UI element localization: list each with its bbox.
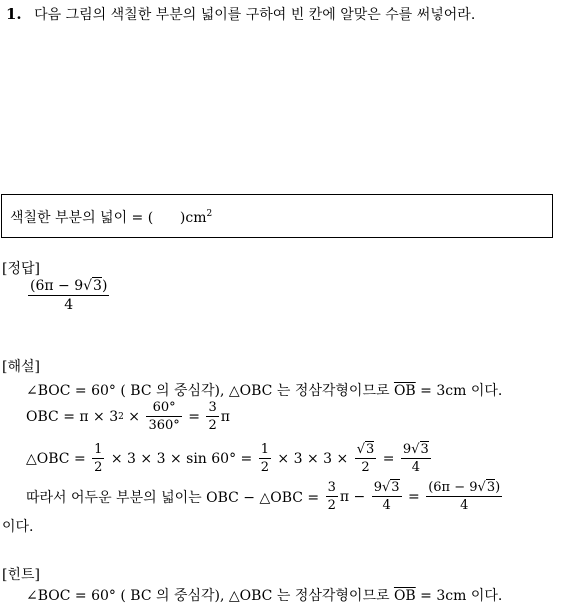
line-2-frac-den: 360° [148,418,180,433]
line-4-f2-den: 4 [372,496,402,513]
sqrt-sign: √ [411,442,420,457]
solution-num-b: ) [101,278,108,294]
hint-segment-ob: $\overline{OB}$ [393,588,416,604]
sqrt-sign: √ [83,278,93,294]
hint-line [26,585,502,605]
solution-answer [26,278,111,313]
line-4-f3-num-a: (6π − 9 [428,480,478,495]
answer-blank[interactable] [153,210,180,226]
line-3-r-den: 4 [401,458,431,475]
answer-suffix: )cm [179,210,207,226]
line-4-b: π − [339,488,370,505]
sqrt-sign: √ [356,442,365,457]
line-4-f3-num-b: ) [495,480,501,495]
solution-den: 4 [28,295,109,313]
line-2-b: × [123,408,145,425]
sqrt-sign: √ [382,480,391,495]
line-4-f1-den: 2 [327,498,336,513]
explanation-line-4 [26,480,504,513]
explanation-line-1-text: ∠BOC = 60° ( BC 의 중심각), △OBC 는 정삼각형이므로 [26,383,394,399]
line-4-a: 따라서 어두운 부분의 넓이는 OBC − △OBC = [26,489,324,506]
line-4-f3-den: 4 [426,496,502,513]
solution-num-a: (6π − 9 [30,278,84,294]
explanation-line-3 [26,442,433,475]
line-3-r-root: 3 [420,442,429,457]
line-2-d: π [220,408,230,425]
line-3-h2-den: 2 [260,460,269,475]
explanation-line-5: 이다. [2,519,34,535]
question-text: 다음 그림의 색칠한 부분의 넓이를 구하여 빈 칸에 알맞은 수를 써넣어라. [34,7,476,23]
solution-num-root: 3 [93,278,102,294]
hint-line-text: ∠BOC = 60° ( BC 의 중심각), △OBC 는 정삼각형이므로 [26,588,394,604]
line-4-f3-root: 3 [486,480,496,495]
line-3-h2-num: 1 [260,442,269,457]
hint-label: [힌트] [2,567,40,583]
sqrt-sign: √ [477,480,486,495]
answer-box [1,194,553,238]
line-2-exp: 2 [118,411,124,422]
segment-ob: $\overline{OB}$ [393,383,416,399]
explanation-label: [해설] [2,359,40,375]
line-4-c: = [403,488,425,505]
line-2-a: OBC = π × 3 [26,408,119,425]
line-2-r-num: 3 [208,400,217,415]
line-3-r-num: 9 [402,442,412,457]
explanation-line-1 [26,380,502,400]
line-3-h1-den: 2 [94,460,103,475]
explanation-line-1-end: = 3cm 이다. [415,383,503,399]
line-3-b: × 3 × 3 × sin 60° = [106,450,257,467]
line-3-a: △OBC = [26,450,91,467]
question-number: 1. [6,5,22,23]
line-3-c: × 3 × 3 × [272,450,353,467]
line-2-frac-num: 60° [152,400,176,415]
line-4-f2-num: 9 [373,480,382,495]
solution-label: [정답] [2,261,40,277]
line-2-c: = [183,408,205,425]
line-3-d: = [378,450,399,467]
line-3-s-den: 2 [355,458,377,475]
answer-exponent: 2 [206,209,213,219]
hint-line-end: = 3cm 이다. [415,588,503,604]
answer-box-content [10,207,212,227]
question [6,4,475,24]
line-4-f2-root: 3 [391,480,400,495]
explanation-line-2 [26,400,230,433]
line-4-f1-num: 3 [327,480,336,495]
line-3-s-root: 3 [366,442,375,457]
line-2-r-den: 2 [208,418,217,433]
answer-prefix: 색칠한 부분의 넓이 = ( [10,210,154,226]
line-3-h1-num: 1 [94,442,103,457]
